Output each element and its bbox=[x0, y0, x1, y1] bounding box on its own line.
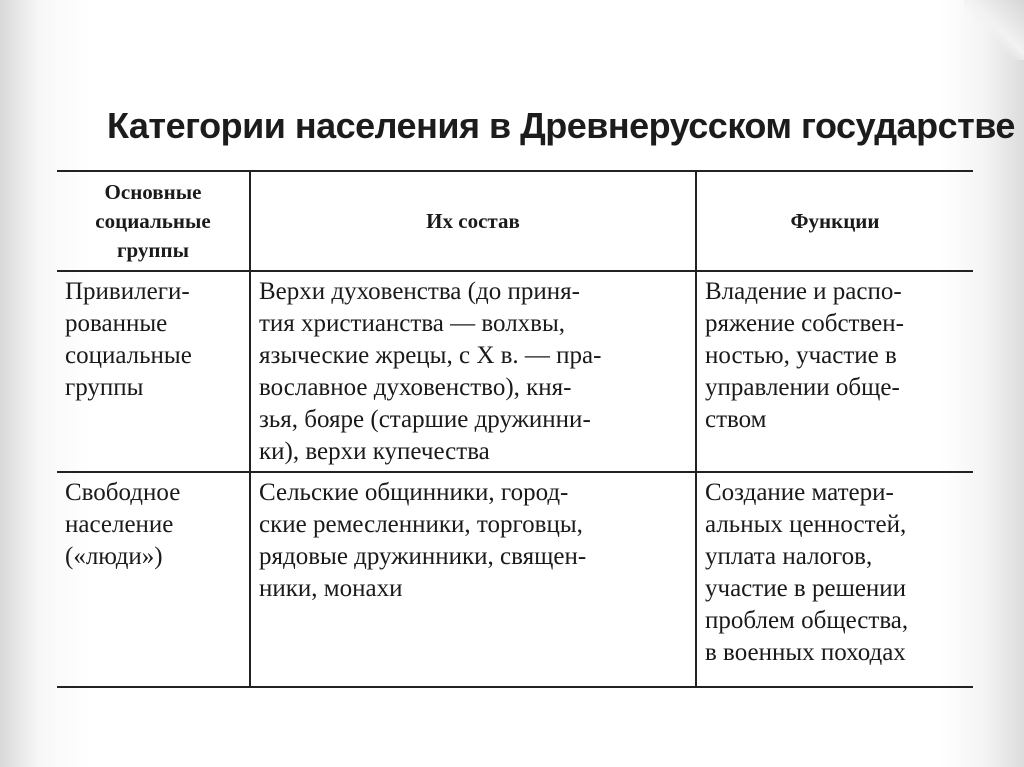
table-header-row bbox=[57, 171, 973, 271]
page-title: Категории населения в Древнерусском государстве bbox=[107, 105, 1015, 146]
cell-composition: Сельские общинники, город- ские ремесленники, торговцы, рядовые дружинники, священ- ники, монахи bbox=[250, 472, 696, 687]
cell-group: Привилеги- рованные социальные группы bbox=[57, 271, 250, 472]
page-curl-shadow bbox=[964, 0, 1024, 60]
header-functions: Функции bbox=[696, 171, 973, 271]
header-social-groups: Основные социальные группы bbox=[57, 171, 250, 271]
population-categories-table bbox=[57, 170, 973, 688]
header-composition: Их состав bbox=[250, 171, 696, 271]
cell-functions: Создание матери- альных ценностей, уплата налогов, участие в решении проблем общества, в военных походах bbox=[696, 472, 973, 687]
cell-functions: Владение и распо- ряжение собствен- ностью, участие в управлении обще- ством bbox=[696, 271, 973, 472]
cell-composition: Верхи духовенства (до приня- тия христианства — волхвы, языческие жрецы, с X в. — пра- вославное духовенство), кня- зья, бояре (старшие дружинни- ки), верхи купечества bbox=[250, 271, 696, 472]
table-row bbox=[57, 271, 973, 472]
table-row bbox=[57, 472, 973, 687]
cell-group: Свободное население («люди») bbox=[57, 472, 250, 687]
